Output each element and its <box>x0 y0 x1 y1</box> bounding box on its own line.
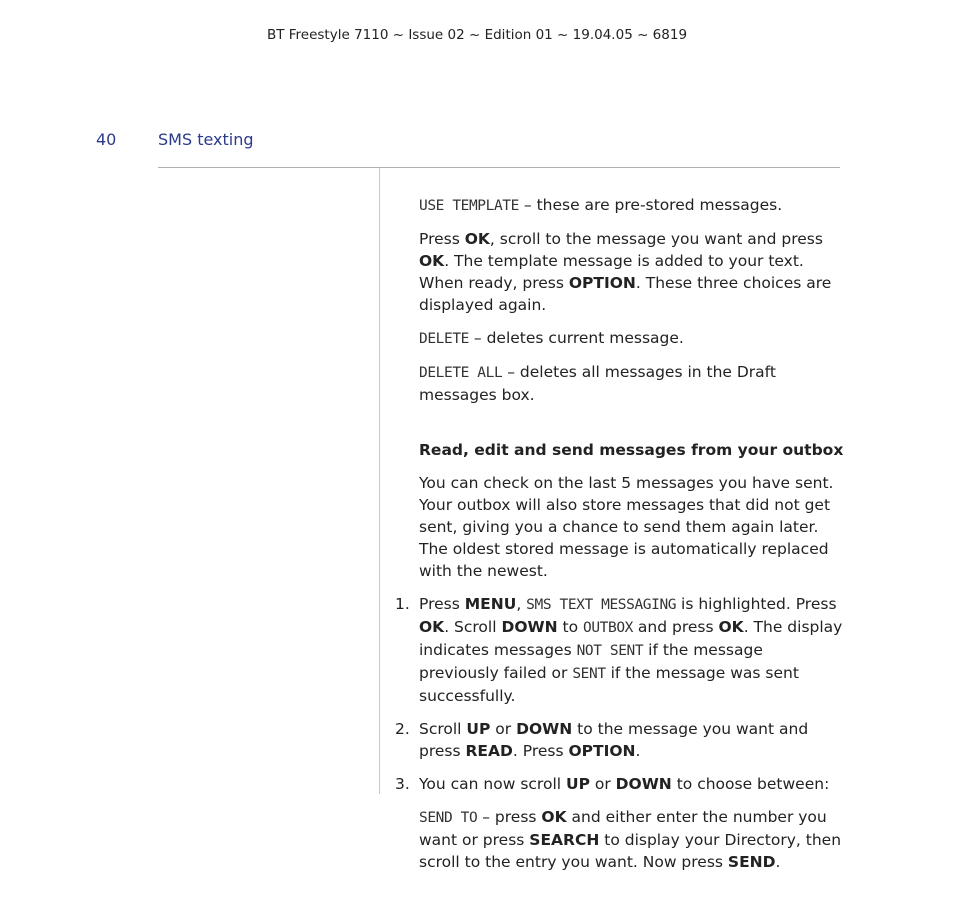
key-label: OK <box>718 618 744 636</box>
paragraph-text: Press <box>419 230 465 248</box>
paragraph-text: . The display indicates messages <box>419 618 843 659</box>
paragraph-text: and either enter the number you want or press <box>419 808 827 849</box>
key-label: UP <box>466 720 491 738</box>
display-text: SEND TO <box>419 810 478 826</box>
paragraph-text: . These three choices are displayed again. <box>419 274 832 314</box>
paragraph-text: . <box>635 742 641 760</box>
paragraph-text: to <box>557 618 584 636</box>
paragraph-text: – deletes current message. <box>468 329 684 347</box>
key-label: DOWN <box>615 775 672 793</box>
paragraph-text: . Scroll <box>444 618 502 636</box>
paragraph-text: Scroll <box>419 720 467 738</box>
paragraph-text: , scroll to the message you want and press <box>489 230 823 248</box>
delete-paragraph <box>419 327 844 350</box>
key-label: DOWN <box>516 720 573 738</box>
key-label: OK <box>464 230 490 248</box>
outbox-heading: Read, edit and send messages from your outbox <box>419 441 844 459</box>
paragraph-text: to display your Directory, then scroll to the entry you want. Now press <box>419 831 842 871</box>
column-divider <box>379 168 380 794</box>
paragraph-text: . <box>775 853 781 871</box>
key-label: READ <box>465 742 513 760</box>
key-label: SEND <box>727 853 776 871</box>
paragraph-text: to choose between: <box>671 775 830 793</box>
document-header: BT Freestyle 7110 ~ Issue 02 ~ Edition 01 ~ 19.04.05 ~ 6819 <box>266 27 688 43</box>
key-label: DOWN <box>501 618 558 636</box>
key-label: OK <box>419 252 445 270</box>
paragraph-text: is highlighted. Press <box>676 595 837 613</box>
section-title: SMS texting <box>158 130 254 149</box>
key-label: OPTION <box>568 274 636 292</box>
paragraph-text: . Press <box>512 742 569 760</box>
display-text: SENT <box>572 666 606 682</box>
list-item <box>395 718 844 762</box>
key-label: OK <box>419 618 445 636</box>
key-label: OK <box>541 808 567 826</box>
paragraph-text: You can now scroll <box>419 775 566 793</box>
list-number: 2. <box>395 720 410 738</box>
delete-all-paragraph <box>419 361 844 406</box>
list-item <box>395 593 844 707</box>
display-text: SMS TEXT MESSAGING <box>526 597 677 613</box>
display-text: NOT SENT <box>576 643 644 659</box>
send-to-paragraph <box>419 806 844 873</box>
paragraph-text: if the message previously failed or <box>419 641 763 682</box>
paragraph-text: to the message you want and press <box>419 720 809 760</box>
display-text: DELETE ALL <box>419 365 503 381</box>
paragraph-text: – press <box>477 808 542 826</box>
key-label: UP <box>565 775 590 793</box>
key-label: SEARCH <box>529 831 600 849</box>
page-content <box>395 194 844 884</box>
outbox-intro-paragraph: You can check on the last 5 messages you have sent. Your outbox will also store messages that did not get sent, giving you a chance to send them again later. The oldest stored message is automatically replaced with the newest. <box>419 474 834 580</box>
paragraph-text: , <box>516 595 527 613</box>
key-label: MENU <box>464 595 517 613</box>
list-number: 3. <box>395 775 410 793</box>
header-divider <box>158 167 840 168</box>
display-text: DELETE <box>419 331 469 347</box>
paragraph-text: or <box>490 720 517 738</box>
page-number: 40 <box>96 130 117 149</box>
template-instructions-paragraph <box>419 228 844 316</box>
use-template-paragraph <box>419 194 844 217</box>
paragraph-text: – deletes all messages in the Draft messages box. <box>419 363 776 404</box>
list-item <box>395 773 844 795</box>
key-label: OPTION <box>568 742 636 760</box>
paragraph-text: . The template message is added to your text. When ready, press <box>419 252 804 292</box>
paragraph-text: if the message was sent successfully. <box>419 664 799 705</box>
list-number: 1. <box>395 595 410 613</box>
paragraph-text: or <box>589 775 616 793</box>
paragraph-text: and press <box>633 618 719 636</box>
paragraph-text: – these are pre-stored messages. <box>518 196 783 214</box>
paragraph-text: Press <box>419 595 465 613</box>
display-text: USE TEMPLATE <box>419 198 519 214</box>
display-text: OUTBOX <box>583 620 633 636</box>
